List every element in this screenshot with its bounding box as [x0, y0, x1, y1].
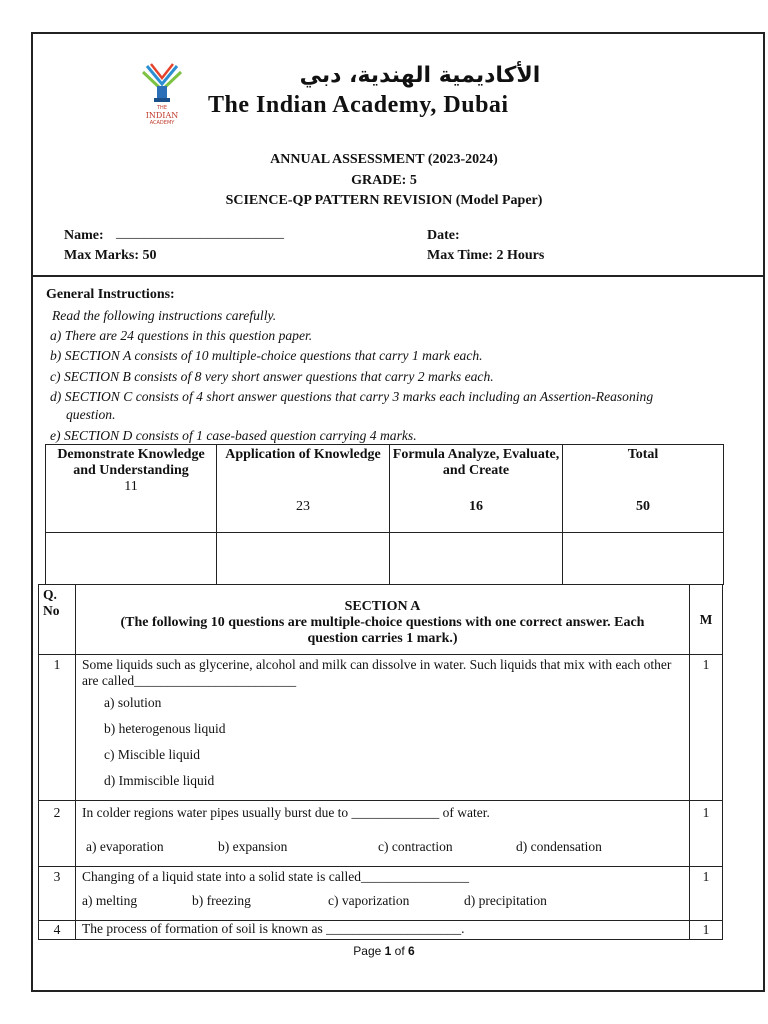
max-marks: Max Marks: 50 [64, 248, 157, 263]
question-number: 4 [39, 921, 76, 940]
options-row [86, 839, 683, 855]
question-body [76, 867, 690, 921]
instruction-line: d) SECTION C consists of 4 short answer questions that carry 3 marks each including an Assertion-Reasoning [50, 389, 654, 404]
blueprint-header: Formula Analyze, Evaluate, and Create [392, 447, 560, 478]
option-item[interactable]: c) vaporization [328, 893, 410, 908]
qno-header: Q. No [39, 585, 76, 655]
question-text: In colder regions water pipes usually burst due to _____________ of water. [82, 805, 490, 820]
logo-text-indian: INDIAN [145, 111, 179, 120]
blueprint-table [45, 444, 724, 585]
blueprint-cell [390, 445, 563, 533]
date-label: Date: [427, 228, 460, 243]
page-footer [0, 944, 768, 958]
instruction-line: a) There are 24 questions in this question paper. [50, 328, 313, 343]
blueprint-header: Total [627, 447, 659, 462]
blueprint-cell [217, 445, 390, 533]
marks-header: M [690, 585, 723, 655]
page-label: Page [353, 944, 382, 958]
name-blank[interactable]: ________________________ [116, 226, 284, 241]
option-item[interactable]: c) contraction [378, 839, 453, 854]
name-label: Name: [64, 228, 104, 243]
school-name-arabic: الأكاديمية الهندية، دبي [299, 63, 541, 88]
section-a-table [38, 584, 723, 940]
question-marks: 1 [690, 867, 723, 921]
instruction-line: c) SECTION B consists of 8 very short answer questions that carry 2 marks each. [50, 369, 494, 384]
school-logo [137, 62, 187, 130]
option-item[interactable]: b) heterogenous liquid [104, 721, 226, 736]
option-item[interactable]: a) evaporation [86, 839, 164, 854]
school-name-english: The Indian Academy, Dubai [208, 92, 509, 118]
question-row [39, 655, 723, 801]
logo-text-academy: ACADEMY [149, 120, 175, 126]
exam-title: ANNUAL ASSESSMENT (2023-2024) [270, 152, 498, 167]
question-row [39, 867, 723, 921]
page-total: 6 [408, 944, 415, 958]
blueprint-header: Demonstrate Knowledge and Understanding [57, 447, 205, 478]
blueprint-value: 23 [296, 499, 310, 514]
blueprint-header: Application of Knowledge [225, 447, 381, 462]
option-item[interactable]: a) solution [104, 695, 162, 710]
blueprint-cell [563, 445, 724, 533]
blueprint-value: 16 [469, 499, 483, 514]
option-item[interactable]: c) Miscible liquid [104, 747, 200, 762]
question-marks: 1 [690, 655, 723, 801]
question-number: 2 [39, 801, 76, 867]
max-time: Max Time: 2 Hours [427, 248, 545, 263]
question-marks: 1 [690, 921, 723, 940]
blueprint-empty-cell [563, 533, 724, 585]
option-item[interactable]: b) freezing [192, 893, 251, 908]
instruction-line: Read the following instructions carefully. [52, 308, 277, 323]
question-body [76, 801, 690, 867]
section-subtitle: (The following 10 questions are multiple-choice questions with one correct answer. Each question carries 1 mark.) [120, 615, 645, 646]
instruction-line: question. [66, 407, 116, 422]
question-row [39, 921, 723, 940]
question-text: The process of formation of soil is known as ____________________. [76, 921, 690, 940]
page-number: 1 [384, 944, 392, 958]
page-of: of [394, 944, 405, 958]
header-divider [31, 275, 765, 277]
exam-grade: GRADE: 5 [351, 173, 417, 188]
options-row [82, 893, 683, 909]
question-marks: 1 [690, 801, 723, 867]
question-number: 1 [39, 655, 76, 801]
question-body [76, 655, 690, 801]
exam-subject: SCIENCE-QP PATTERN REVISION (Model Paper) [225, 193, 543, 208]
blueprint-empty-cell [217, 533, 390, 585]
blueprint-value: 50 [636, 499, 650, 514]
instructions-title: General Instructions: [46, 287, 175, 302]
blueprint-empty-cell [46, 533, 217, 585]
question-text: Some liquids such as glycerine, alcohol and milk can dissolve in water. Such liquids that mix with each other are called________________________ [82, 657, 672, 688]
question-number: 3 [39, 867, 76, 921]
option-item[interactable]: d) precipitation [464, 893, 547, 908]
option-item[interactable]: b) expansion [218, 839, 288, 854]
section-title: SECTION A [344, 599, 421, 614]
option-item[interactable]: d) condensation [516, 839, 602, 854]
question-row [39, 801, 723, 867]
option-item[interactable]: d) Immiscible liquid [104, 773, 215, 788]
instruction-line: e) SECTION D consists of 1 case-based question carrying 4 marks. [50, 428, 417, 443]
logo-text-the: THE [157, 105, 167, 111]
question-text: Changing of a liquid state into a solid state is called________________ [82, 869, 469, 884]
blueprint-empty-cell [390, 533, 563, 585]
instruction-line: b) SECTION A consists of 10 multiple-choice questions that carry 1 mark each. [50, 348, 483, 363]
option-item[interactable]: a) melting [82, 893, 138, 908]
blueprint-cell [46, 445, 217, 533]
section-heading [76, 585, 690, 655]
blueprint-value: 11 [124, 479, 138, 494]
